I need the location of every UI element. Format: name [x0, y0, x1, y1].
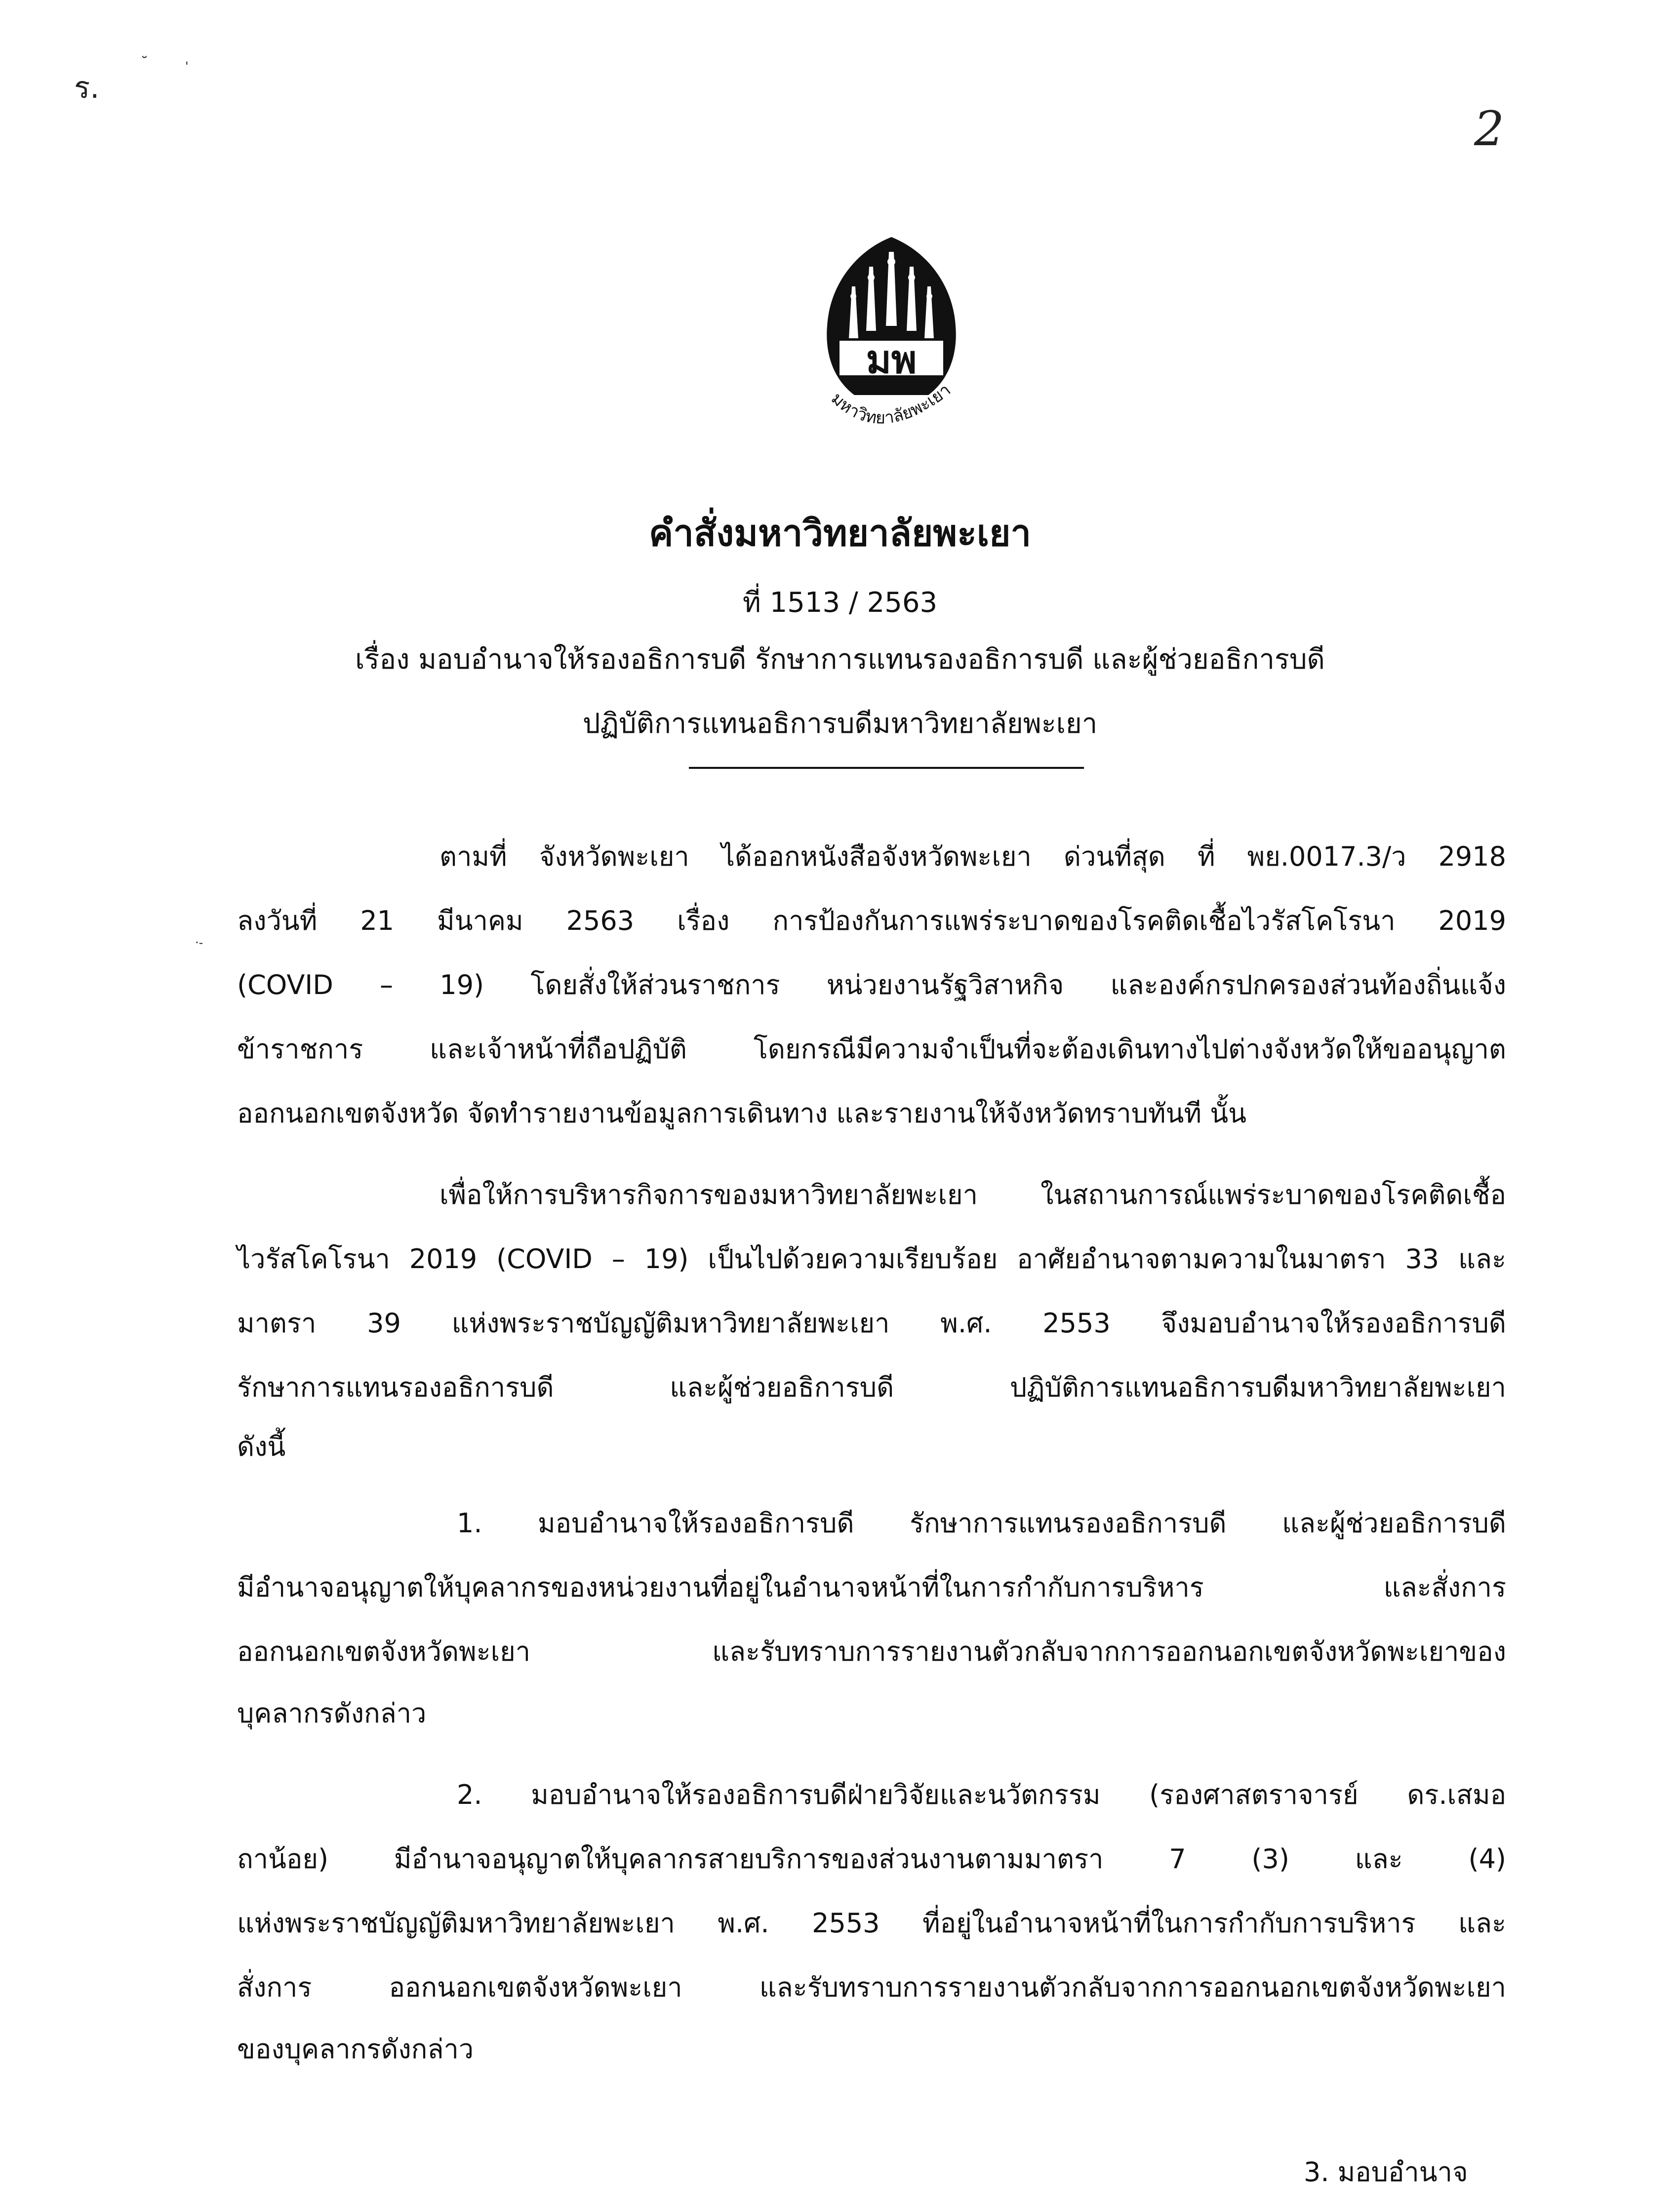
paragraph-line: เพื่อให้การบริหารกิจการของมหาวิทยาลัยพะเยา ในสถานการณ์แพร่ระบาดของโรคติดเชื้อ	[440, 1179, 1506, 1210]
paragraph-line: ถาน้อย) มีอำนาจอนุญาตให้บุคลากรสายบริการของส่วนงานตามมาตรา 7 (3) และ (4)	[237, 1843, 1506, 1874]
logo-inscription: มหาวิทยาลัยพะเยา	[827, 380, 955, 428]
document-number: ที่ 1513 / 2563	[742, 587, 938, 619]
paragraph-line: แห่งพระราชบัญญัติมหาวิทยาลัยพะเยา พ.ศ. 2553 ที่อยู่ในอำนาจหน้าที่ในการกำกับการบริหาร และ	[237, 1908, 1506, 1939]
paragraph-line: ออกนอกเขตจังหวัดพะเยา และรับทราบการรายงานตัวกลับจากการออกนอกเขตจังหวัดพะเยาของ	[237, 1636, 1506, 1667]
paragraph-line: 1. มอบอำนาจให้รองอธิการบดี รักษาการแทนรองอธิการบดี และผู้ช่วยอธิการบดี	[457, 1508, 1506, 1539]
paragraph-line: ออกนอกเขตจังหวัด จัดทำรายงานข้อมูลการเดินทาง และรายงานให้จังหวัดทราบทันที นั้น	[237, 1098, 1247, 1129]
paragraph-line: ดังนี้	[237, 1431, 286, 1462]
paragraph-line: 2. มอบอำนาจให้รองอธิการบดีฝ่ายวิจัยและนวัตกรรม (รองศาสตราจารย์ ดร.เสมอ	[457, 1779, 1506, 1810]
title-divider	[689, 767, 1084, 769]
logo-letters: มพ	[866, 338, 917, 382]
scan-speck: ·-	[195, 936, 203, 950]
subject-line: เรื่อง มอบอำนาจให้รองอธิการบดี รักษาการแทนรองอธิการบดี และผู้ช่วยอธิการบดี	[355, 643, 1325, 676]
paragraph-line: ลงวันที่ 21 มีนาคม 2563 เรื่อง การป้องกันการแพร่ระบาดของโรคติดเชื้อไวรัสโคโรนา 2019	[237, 905, 1506, 936]
paragraph-line: ตามที่ จังหวัดพะเยา ได้ออกหนังสือจังหวัดพะเยา ด่วนที่สุด ที่ พย.0017.3/ว 2918	[440, 841, 1506, 872]
paragraph-line: ข้าราชการ และเจ้าหน้าที่ถือปฏิบัติ โดยกรณีมีความจำเป็นที่จะต้องเดินทางไปต่างจังหวัดให้ขออนุญาต	[237, 1034, 1506, 1065]
paragraph-line: รักษาการแทนรองอธิการบดี และผู้ช่วยอธิการบดี ปฏิบัติการแทนอธิการบดีมหาวิทยาลัยพะเยา	[237, 1372, 1506, 1403]
subject-line: ปฏิบัติการแทนอธิการบดีมหาวิทยาลัยพะเยา	[582, 708, 1098, 740]
paragraph-line: มาตรา 39 แห่งพระราชบัญญัติมหาวิทยาลัยพะเยา พ.ศ. 2553 จึงมอบอำนาจให้รองอธิการบดี	[237, 1308, 1506, 1339]
continuation-marker: 3. มอบอำนาจ	[1304, 2156, 1468, 2188]
scan-speck: '	[185, 59, 189, 73]
university-logo	[800, 232, 983, 464]
paragraph-line: (COVID – 19) โดยสั่งให้ส่วนราชการ หน่วยงานรัฐวิสาหกิจ และองค์กรปกครองส่วนท้องถิ่นแจ้ง	[237, 969, 1506, 1000]
paragraph-line: ของบุคลากรดังกล่าว	[237, 2034, 474, 2065]
paragraph-line: ไวรัสโคโรนา 2019 (COVID – 19) เป็นไปด้วยความเรียบร้อย อาศัยอำนาจตามความในมาตรา 33 และ	[237, 1243, 1506, 1275]
scan-speck: ˘	[141, 54, 148, 72]
page-number: 2	[1474, 101, 1505, 157]
document-title: คำสั่งมหาวิทยาลัยพะเยา	[648, 512, 1032, 555]
paragraph-line: บุคลากรดังกล่าว	[237, 1698, 427, 1729]
paragraph-line: สั่งการ ออกนอกเขตจังหวัดพะเยา และรับทราบการรายงานตัวกลับจากการออกนอกเขตจังหวัดพะเยา	[237, 1972, 1506, 2003]
scan-speck: ร.	[74, 71, 100, 105]
paragraph-line: มีอำนาจอนุญาตให้บุคลากรของหน่วยงานที่อยู่ในอำนาจหน้าที่ในการกำกับการบริหาร และสั่งการ	[237, 1572, 1506, 1603]
